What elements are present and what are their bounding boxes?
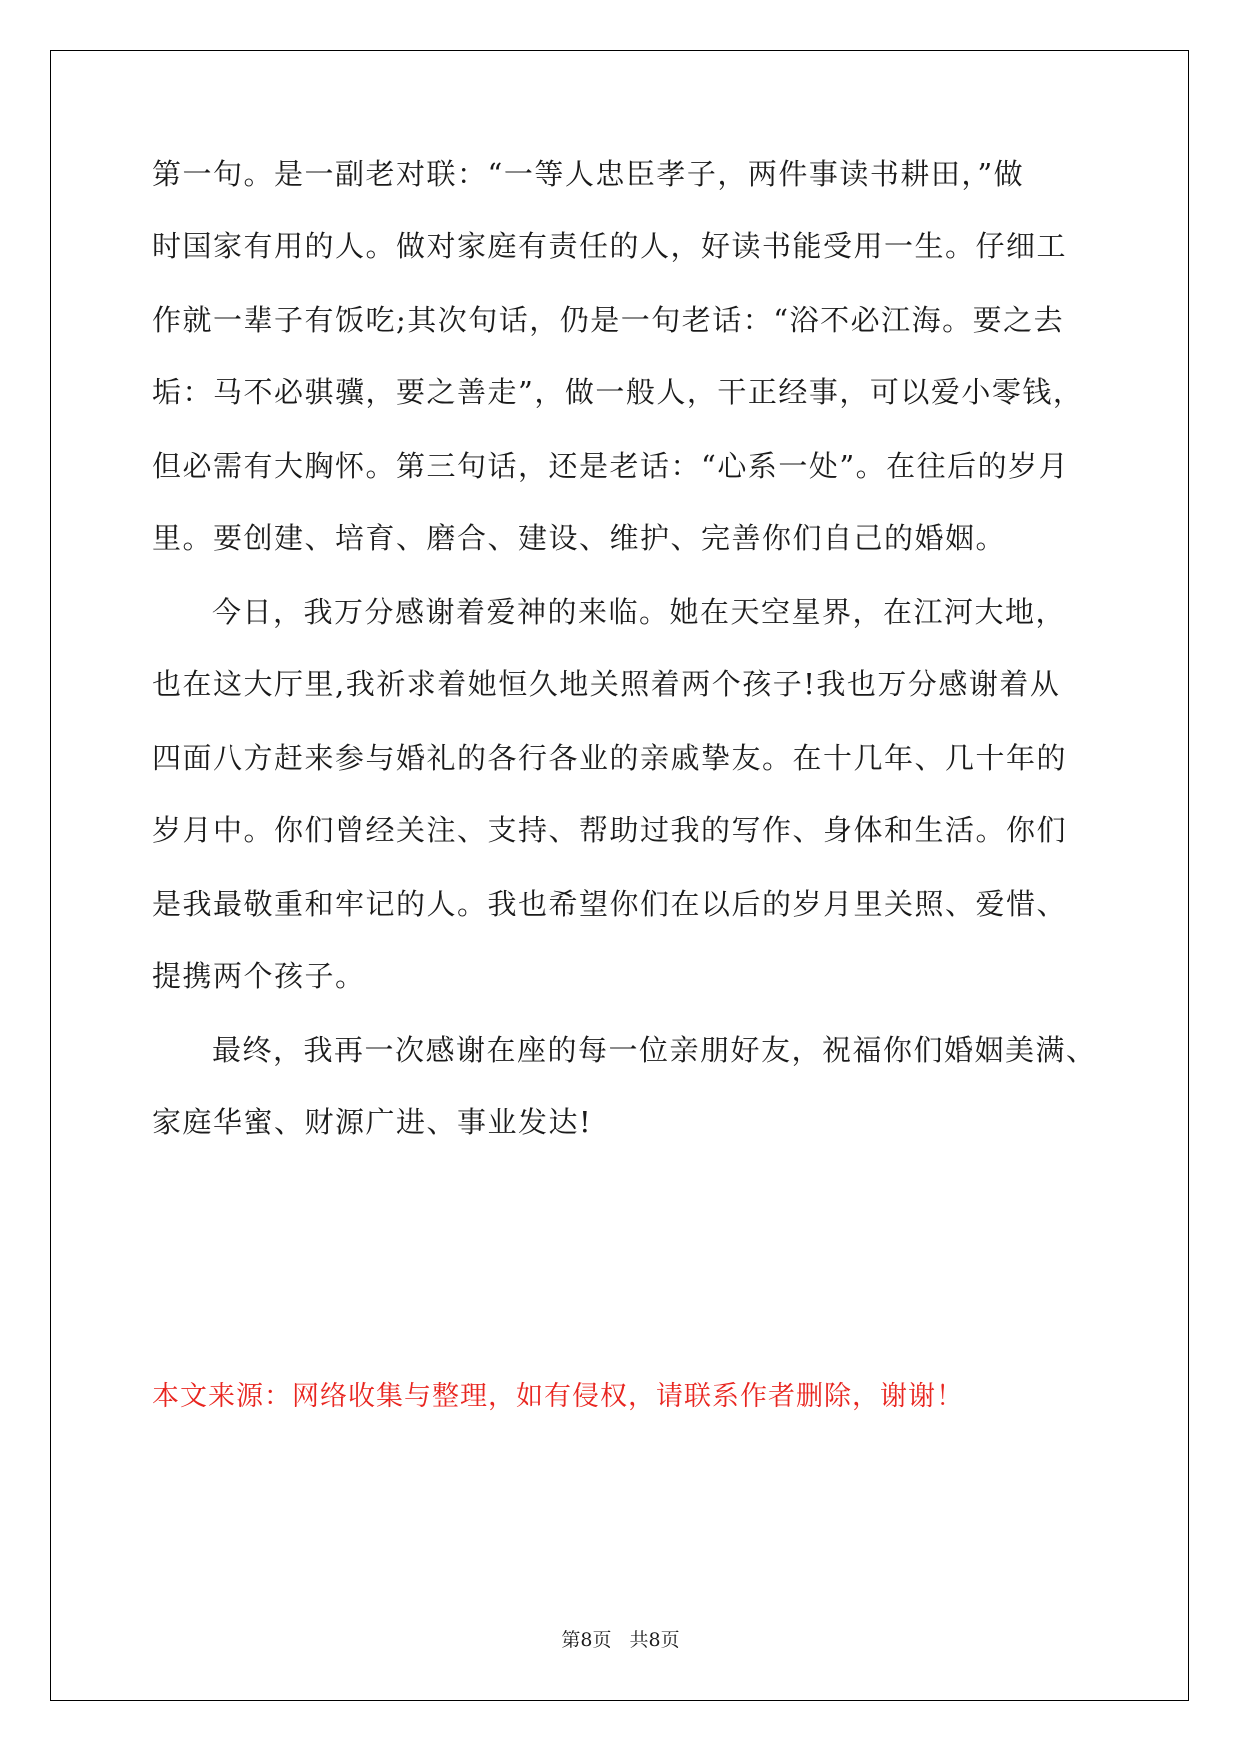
text-line: 时国家有用的人。做对家庭有责任的人，好读书能受用一生。仔细工 [152,229,1068,263]
text-line: 也在这大厅里,我祈求着她恒久地关照着两个孩子!我也万分感谢着从 [152,667,1061,701]
text-line: 是我最敬重和牢记的人。我也希望你们在以后的岁月里关照、爱惜、 [152,887,1068,921]
page-footer [0,1628,1241,1652]
text-line: 第一句。是一副老对联：“一等人忠臣孝子，两件事读书耕田，”做 [152,157,1025,191]
page-number-current: 第8页 [561,1629,612,1651]
text-line: 但必需有大胸怀。第三句话，还是老话：“心系一处”。在往后的岁月 [152,449,1070,483]
text-line: 提携两个孩子。 [152,959,366,993]
text-line: 四面八方赶来参与婚礼的各行各业的亲戚挚友。在十几年、几十年的 [152,741,1068,775]
source-note: 本文来源：网络收集与整理，如有侵权，请联系作者删除，谢谢！ [152,1381,964,1412]
text-line: 家庭华蜜、财源广进、事业发达! [152,1105,593,1139]
text-line: 最终，我再一次感谢在座的每一位亲朋好友，祝福你们婚姻美满、 [212,1033,1097,1067]
text-line: 里。要创建、培育、磨合、建设、维护、完善你们自己的婚姻。 [152,521,1007,555]
text-line: 垢：马不必骐骥，要之善走”，做一般人，干正经事，可以爱小零钱， [152,375,1084,409]
text-line: 今日，我万分感谢着爱神的来临。她在天空星界，在江河大地， [212,595,1067,629]
page-number-total: 共8页 [629,1629,680,1651]
text-line: 岁月中。你们曾经关注、支持、帮助过我的写作、身体和生活。你们 [152,813,1068,847]
text-line: 作就一辈子有饭吃;其次句话，仍是一句老话：“浴不必江海。要之去 [152,303,1065,337]
page-border [50,50,1189,1701]
